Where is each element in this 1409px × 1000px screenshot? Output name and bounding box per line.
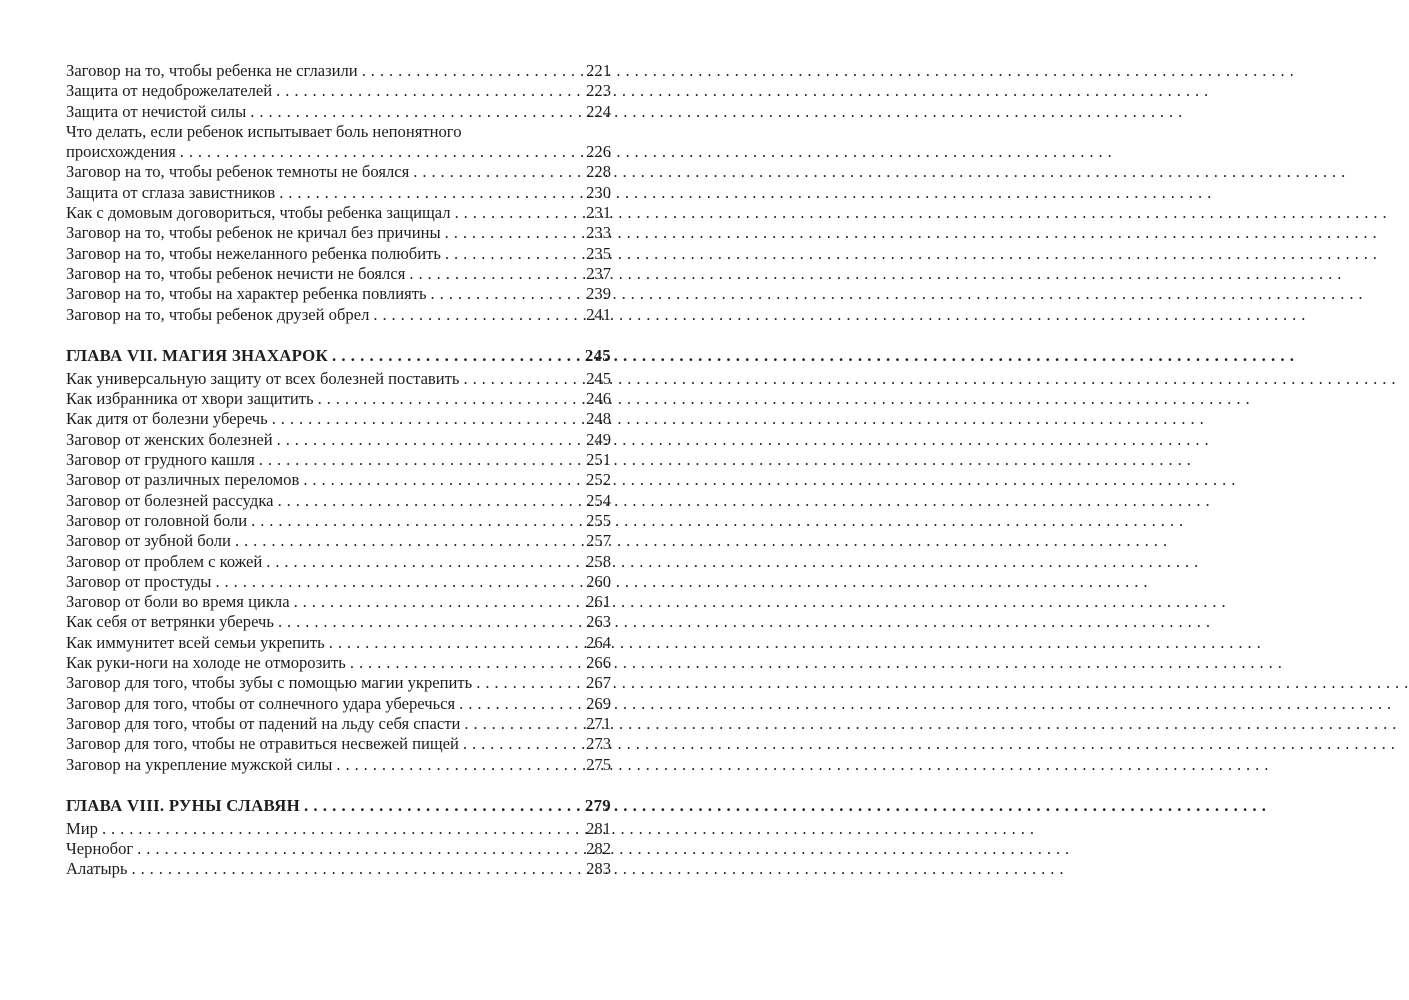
- chapter-heading-8[interactable]: [66, 795, 611, 817]
- toc-entry-page: 282: [586, 839, 611, 859]
- toc-entry[interactable]: [66, 673, 611, 693]
- toc-entry[interactable]: [66, 430, 611, 450]
- toc-entry-page: 245: [586, 368, 611, 388]
- toc-entry-title: Защита от сглаза завистников: [66, 182, 276, 202]
- dot-leader: [373, 305, 582, 325]
- toc-entry-title: Как себя от ветрянки уберечь: [66, 612, 274, 632]
- dot-leader: [250, 102, 582, 122]
- chapter-8-entries: [66, 819, 611, 880]
- toc-entry-page: 266: [586, 653, 611, 673]
- toc-entry-title: Заговор на то, чтобы ребенок не кричал без причины: [66, 223, 441, 243]
- toc-entry-title: Заговор для того, чтобы зубы с помощью магии укрепить: [66, 673, 473, 693]
- dot-leader: [251, 511, 582, 531]
- toc-entry-page: 226: [586, 142, 611, 162]
- toc-entry[interactable]: [66, 734, 611, 754]
- dot-leader: [279, 183, 582, 203]
- toc-entry-title: Как дитя от болезни уберечь: [66, 409, 268, 429]
- toc-entry[interactable]: [66, 839, 611, 859]
- dot-leader: [413, 162, 582, 182]
- dot-leader: [102, 819, 582, 839]
- toc-entry-page: 281: [586, 818, 611, 838]
- dot-leader: [276, 81, 582, 101]
- toc-entry-title: Заговор на то, чтобы ребенок темноты не боялся: [66, 162, 410, 182]
- toc-entry-page: 235: [586, 243, 611, 263]
- toc-section-children: [66, 61, 611, 325]
- toc-entry-page: 230: [586, 182, 611, 202]
- chapter-7-entries: [66, 369, 611, 775]
- toc-entry-page: 246: [586, 389, 611, 409]
- toc-entry-title: Как с домовым договориться, чтобы ребенка защищал: [66, 203, 451, 223]
- dot-leader: [332, 345, 581, 367]
- toc-entry-title: Заговор от простуды: [66, 571, 212, 591]
- toc-entry-page: 248: [586, 409, 611, 429]
- toc-entry[interactable]: [66, 369, 611, 389]
- toc-entry-title: Заговор от боли во время цикла: [66, 592, 290, 612]
- toc-entry[interactable]: [66, 244, 611, 264]
- dot-leader: [350, 653, 582, 673]
- toc-entry-title: Мир: [66, 818, 98, 838]
- toc-entry-title-line2: происхождения: [66, 142, 176, 162]
- toc-entry[interactable]: [66, 305, 611, 325]
- dot-leader: [277, 430, 583, 450]
- toc-entry-page: 275: [586, 754, 611, 774]
- dot-leader: [463, 369, 582, 389]
- toc-entry-page: 255: [586, 510, 611, 530]
- toc-entry[interactable]: [66, 284, 611, 304]
- toc-entry-title: Заговор от различных переломов: [66, 470, 300, 490]
- chapter-title: ГЛАВА VIII. РУНЫ СЛАВЯН: [66, 795, 300, 815]
- toc-entry-page: 261: [586, 592, 611, 612]
- toc-entry-page: 271: [586, 713, 611, 733]
- toc-entry[interactable]: [66, 203, 611, 223]
- toc-entry-page: 228: [586, 162, 611, 182]
- dot-leader: [304, 795, 581, 817]
- toc-entry-page: 252: [586, 470, 611, 490]
- toc-entry[interactable]: [66, 819, 611, 839]
- toc-entry-page: 273: [586, 734, 611, 754]
- toc-entry-title: Алатырь: [66, 859, 128, 879]
- toc-entry-title: Заговор от головной боли: [66, 510, 248, 530]
- toc-entry[interactable]: [66, 511, 611, 531]
- toc-entry-title: Заговор на то, чтобы ребенок нечисти не боялся: [66, 263, 406, 283]
- toc-entry-title: Заговор для того, чтобы от падений на льду себя спасти: [66, 713, 461, 733]
- toc-entry-title: Заговор на то, чтобы на характер ребенка повлиять: [66, 284, 427, 304]
- dot-leader: [259, 450, 582, 470]
- chapter-page: 245: [584, 345, 611, 365]
- toc-entry[interactable]: [66, 859, 611, 879]
- toc-entry-title: Как руки-ноги на холоде не отморозить: [66, 653, 346, 673]
- toc-entry-title: Как иммунитет всей семьи укрепить: [66, 632, 325, 652]
- toc-entry-page: 258: [586, 551, 611, 571]
- dot-leader: [278, 612, 582, 632]
- chapter-title: ГЛАВА VII. МАГИЯ ЗНАХАРОК: [66, 345, 328, 365]
- dot-leader: [476, 673, 582, 693]
- dot-leader: [329, 633, 582, 653]
- toc-entry-page: 221: [586, 61, 611, 80]
- dot-leader: [336, 755, 582, 775]
- toc-entry-page: 224: [586, 101, 611, 121]
- toc-entry[interactable]: [66, 223, 611, 243]
- dot-leader: [215, 572, 582, 592]
- toc-entry-title: Заговор на то, чтобы ребенка не сглазили: [66, 61, 358, 80]
- toc-entry-title: Заговор от грудного кашля: [66, 450, 255, 470]
- dot-leader: [445, 244, 582, 264]
- toc-entry-page: 231: [586, 203, 611, 223]
- dot-leader: [294, 592, 583, 612]
- toc-entry[interactable]: [66, 612, 611, 632]
- toc-entry[interactable]: [66, 409, 611, 429]
- toc-entry[interactable]: [66, 264, 611, 284]
- dot-leader: [463, 734, 582, 754]
- dot-leader: [180, 142, 582, 162]
- toc-entry[interactable]: [66, 755, 611, 775]
- toc-entry-page: 260: [586, 571, 611, 591]
- toc-entry-page: 267: [586, 673, 611, 693]
- toc-entry-title: Заговор для того, чтобы не отравиться несвежей пищей: [66, 734, 459, 754]
- dot-leader: [235, 531, 582, 551]
- dot-leader: [266, 552, 582, 572]
- toc-entry[interactable]: [66, 531, 611, 551]
- toc-entry-page: 241: [586, 304, 611, 324]
- toc-entry[interactable]: [66, 694, 611, 714]
- toc-entry-page: 264: [586, 632, 611, 652]
- toc-entry[interactable]: [66, 183, 611, 203]
- toc-entry-title: Заговор на то, чтобы ребенок друзей обрел: [66, 304, 370, 324]
- toc-entry-title: Заговор от проблем с кожей: [66, 551, 263, 571]
- toc-entry-title: Заговор от женских болезней: [66, 429, 273, 449]
- dot-leader: [272, 409, 582, 429]
- table-of-contents: [66, 61, 611, 880]
- toc-entry[interactable]: [66, 450, 611, 470]
- dot-leader: [137, 839, 582, 859]
- dot-leader: [431, 284, 583, 304]
- toc-entry-page: 251: [586, 450, 611, 470]
- chapter-page: 279: [584, 795, 611, 815]
- dot-leader: [131, 859, 582, 879]
- toc-entry-page: 283: [586, 859, 611, 879]
- toc-entry-title: Заговор на то, чтобы нежеланного ребенка полюбить: [66, 243, 441, 263]
- toc-entry[interactable]: [66, 633, 611, 653]
- toc-entry[interactable]: [66, 122, 611, 163]
- toc-entry-title: Защита от нечистой силы: [66, 101, 247, 121]
- dot-leader: [445, 223, 582, 243]
- toc-entry-title: Заговор для того, чтобы от солнечного удара уберечься: [66, 693, 456, 713]
- toc-entry[interactable]: [66, 102, 611, 122]
- toc-entry[interactable]: [66, 552, 611, 572]
- toc-entry-page: 263: [586, 612, 611, 632]
- dot-leader: [303, 470, 582, 490]
- toc-entry-title-line1: Что делать, если ребенок испытывает боль непонятного: [66, 121, 462, 141]
- dot-leader: [459, 694, 582, 714]
- dot-leader: [278, 491, 583, 511]
- toc-entry[interactable]: [66, 61, 611, 81]
- toc-entry-page: 269: [586, 693, 611, 713]
- toc-entry[interactable]: [66, 653, 611, 673]
- toc-entry-title: Как избранника от хвори защитить: [66, 389, 314, 409]
- toc-entry-page: 249: [586, 429, 611, 449]
- chapter-heading-7[interactable]: [66, 345, 611, 367]
- toc-entry-title: Как универсальную защиту от всех болезней поставить: [66, 368, 460, 388]
- toc-entry[interactable]: [66, 714, 611, 734]
- toc-entry[interactable]: [66, 491, 611, 511]
- toc-entry[interactable]: [66, 81, 611, 101]
- toc-entry-title: Чернобог: [66, 839, 134, 859]
- toc-entry-title: Заговор от зубной боли: [66, 531, 231, 551]
- dot-leader: [409, 264, 582, 284]
- toc-entry-page: 233: [586, 223, 611, 243]
- dot-leader: [362, 61, 582, 81]
- toc-entry-page: 239: [586, 284, 611, 304]
- toc-entry[interactable]: [66, 162, 611, 182]
- toc-entry-page: 237: [586, 263, 611, 283]
- toc-entry-title: Заговор на укрепление мужской силы: [66, 754, 333, 774]
- dot-leader: [318, 389, 583, 409]
- dot-leader: [464, 714, 582, 734]
- toc-entry-title: Заговор от болезней рассудка: [66, 490, 274, 510]
- toc-entry-title: Защита от недоброжелателей: [66, 81, 273, 101]
- toc-entry[interactable]: [66, 389, 611, 409]
- dot-leader: [455, 203, 583, 223]
- toc-entry[interactable]: [66, 572, 611, 592]
- toc-entry-page: 257: [586, 531, 611, 551]
- toc-entry-page: 223: [586, 81, 611, 101]
- toc-entry[interactable]: [66, 592, 611, 612]
- toc-entry[interactable]: [66, 470, 611, 490]
- toc-entry-page: 254: [586, 490, 611, 510]
